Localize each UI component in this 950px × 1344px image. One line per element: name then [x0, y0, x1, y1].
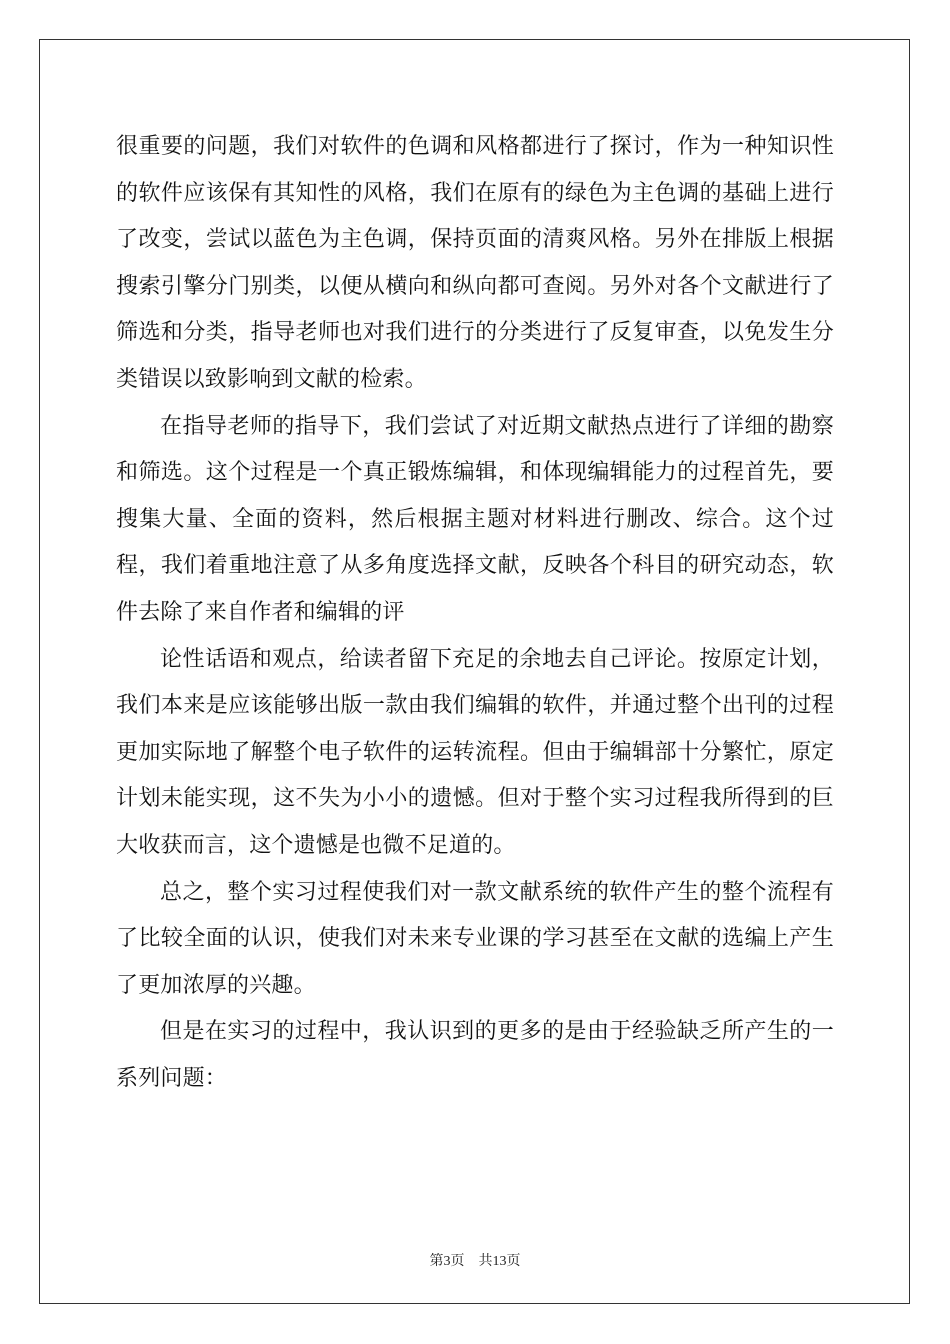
- page-footer: [0, 1250, 950, 1270]
- total-pages: 共13页: [478, 1254, 521, 1269]
- paragraph-4: 总之，整个实习过程使我们对一款文献系统的软件产生的整个流程有了比较全面的认识，使我们对未来专业课的学习甚至在文献的选编上产生了更加浓厚的兴趣。: [116, 879, 834, 998]
- paragraph-3: 论性话语和观点，给读者留下充足的余地去自己评论。按原定计划，我们本来是应该能够出版一款由我们编辑的软件，并通过整个出刊的过程更加实际地了解整个电子软件的运转流程。但由于编辑部十分繁忙，原定计划未能实现，这不失为小小的遗憾。但对于整个实习过程我所得到的巨大收获而言，这个遗憾是也微不足道的。: [116, 646, 834, 858]
- page-number: 第3页: [429, 1254, 465, 1269]
- paragraph-2: 在指导老师的指导下，我们尝试了对近期文献热点进行了详细的勘察和筛选。这个过程是一个真正锻炼编辑，和体现编辑能力的过程首先，要搜集大量、全面的资料，然后根据主题对材料进行删改、综合。这个过程，我们着重地注意了从多角度选择文献，反映各个科目的研究动态，软件去除了来自作者和编辑的评: [116, 413, 834, 625]
- document-body: [116, 124, 834, 1102]
- paragraph-5: 但是在实习的过程中，我认识到的更多的是由于经验缺乏所产生的一系列问题：: [116, 1019, 834, 1091]
- paragraph-1: 很重要的问题，我们对软件的色调和风格都进行了探讨，作为一种知识性的软件应该保有其知性的风格，我们在原有的绿色为主色调的基础上进行了改变，尝试以蓝色为主色调，保持页面的清爽风格。另外在排版上根据搜索引擎分门别类，以便从横向和纵向都可查阅。另外对各个文献进行了筛选和分类，指导老师也对我们进行的分类进行了反复审查，以免发生分类错误以致影响到文献的检索。: [116, 134, 834, 392]
